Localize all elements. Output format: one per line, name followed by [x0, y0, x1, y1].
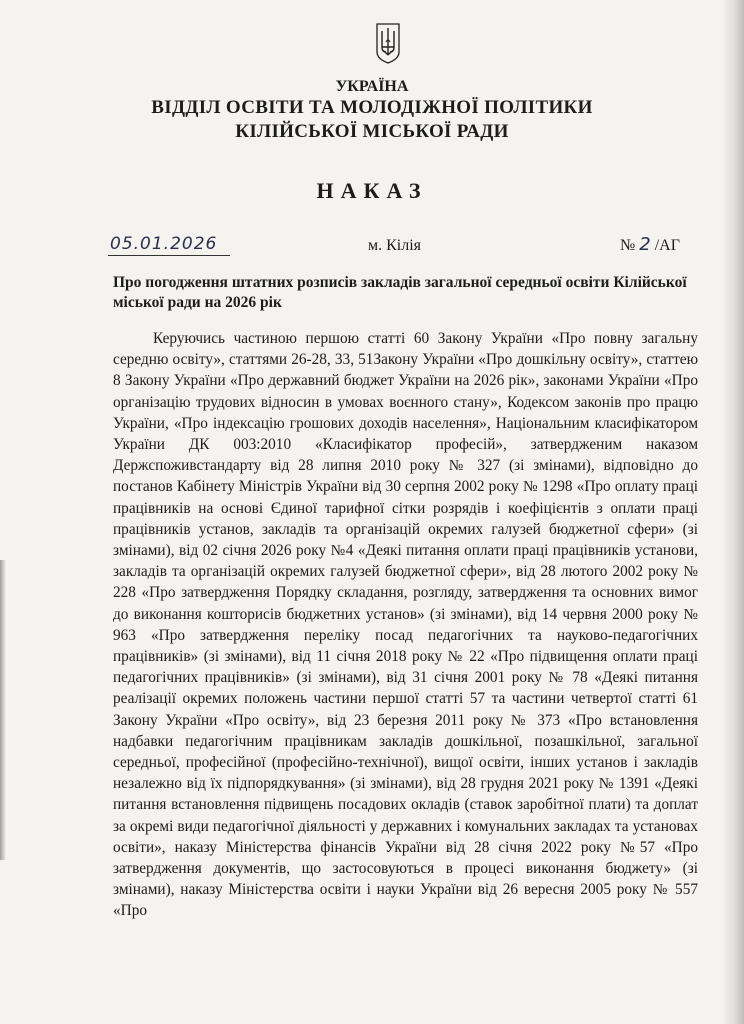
- order-city: м. Кілія: [368, 237, 422, 254]
- trident-coat-of-arms-icon: [375, 22, 401, 64]
- order-number-suffix: /АГ: [654, 237, 680, 254]
- scan-edge-shadow: [722, 0, 744, 1024]
- date-underline: [108, 255, 230, 256]
- country-heading: УКРАЇНА: [335, 78, 409, 95]
- order-body-paragraph: Керуючись частиною першою статті 60 Закону України «Про повну загальну середню освіту», статтями 26-28, 33, 51Закону України «Про дошкільну освіту», статтею 8 Закону України «Про державний бюджет України на 2026 рік», законами України «Про організацію трудових відносин в умовах воєнного стану», Кодексом законів про працю України, «Про індексацію грошових доходів населення», Національним класифікатором України ДК 003:2010 «Класифікатор професій», затвердженим наказом Держспоживстандарту від 28 липня 2010 року № 327 (зі змінами), відповідно до постанов Кабінету Міністрів України від 30 серпня 2002 року № 1298 «Про оплату праці працівників на основі Єдиної тарифної сітки розрядів і коефіцієнтів з оплати праці працівників установ, закладів та організацій окремих галузей бюджетної сфери» (зі змінами), від 02 січня 2026 року №4 «Деякі питання оплати праці працівників установи, закладів та організацій окремих галузей бюджетної сфери», від 28 лютого 2002 року № 228 «Про затвердження Порядку складання, розгляду, затвердження та основних вимог до виконання кошторисів бюджетних установ» (зі змінами), від 14 червня 2000 року № 963 «Про затвердження переліку посад педагогічних та науково-педагогічних працівників» (зі змінами), від 11 січня 2018 року № 22 «Про підвищення оплати праці педагогічних працівників» (зі змінами), від 31 січня 2001 року № 78 «Деякі питання реалізації окремих положень частини першої статті 57 та частини четвертої статті 61 Закону України «Про освіту», від 23 березня 2011 року № 373 «Про встановлення надбавки педагогічним працівникам закладів дошкільної, позашкільної, загальної середньої, професійної (професійно-технічної), вищої освіти, інших установ і закладів незалежно від їх підпорядкування» (зі змінами), від 28 грудня 2021 року № 1391 «Деякі питання встановлення підвищень посадових окладів (ставок заробітної плати) та доплат за окремі види педагогічної діяльності у державних і комунальних закладах та установах освіти», наказу Міністерства фінансів України від 28 січня 2022 року №57 «Про затвердження документів, що застосовуються в процесі виконання бюджету» (зі змінами), наказу Міністерства освіти і науки України від 26 вересня 2005 року № 557 «Про: [113, 330, 698, 920]
- department-heading-line2: КІЛІЙСЬКОЇ МІСЬКОЇ РАДИ: [235, 121, 509, 142]
- order-number-value: 2: [639, 234, 651, 255]
- order-subject: Про погодження штатних розписів закладів загальної середньої освіти Кілійської міської ради на 2026 рік: [113, 274, 687, 311]
- department-heading-line1: ВІДДІЛ ОСВІТИ ТА МОЛОДІЖНОЇ ПОЛІТИКИ: [151, 97, 593, 118]
- order-number-prefix: №: [620, 237, 636, 254]
- scan-left-shadow: [0, 560, 6, 860]
- order-date: 05.01.2026: [110, 234, 218, 254]
- document-type-title: НАКАЗ: [316, 178, 428, 203]
- order-number: [620, 234, 680, 255]
